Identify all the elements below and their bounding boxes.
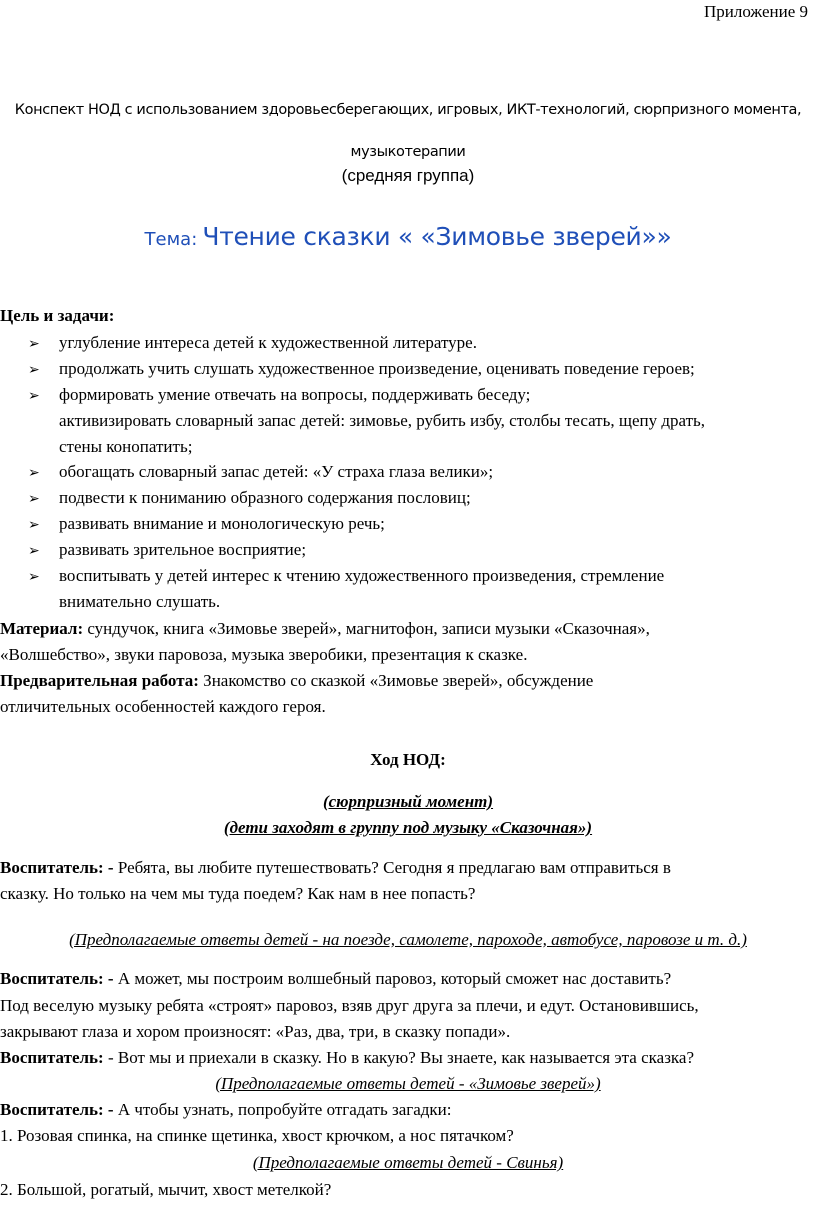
riddle: 1. Розовая спинка, на спинке щетинка, хвост крючком, а нос пятачком?	[0, 1126, 514, 1145]
goal-item-continuation: внимательно слушать.	[59, 592, 221, 611]
appendix-label: Приложение 9	[704, 2, 808, 21]
group-label: (средняя группа)	[341, 166, 475, 185]
bullet-arrow-icon: ➢	[28, 466, 40, 481]
course-heading: Ход НОД:	[370, 750, 446, 769]
theme-label: Тема:	[144, 229, 198, 250]
teacher-speech: А чтобы узнать, попробуйте отгадать загадки:	[113, 1100, 452, 1119]
teacher-speech: Ребята, вы любите путешествовать? Сегодня я предлагаю вам отправиться в	[113, 858, 671, 877]
teacher-speech: А может, мы построим волшебный паровоз, который сможет нас доставить?	[113, 969, 672, 988]
konspekt-title-line2: музыкотерапии	[350, 144, 466, 160]
material-label: Материал:	[0, 619, 84, 638]
bullet-arrow-icon: ➢	[28, 389, 40, 404]
teacher-label: Воспитатель: -	[0, 1100, 114, 1119]
theme-heading	[0, 222, 816, 251]
goal-item: продолжать учить слушать художественное произведение, оценивать поведение героев;	[59, 359, 695, 378]
prelim-text-line2: отличительных особенностей каждого героя.	[0, 697, 326, 716]
teacher-speech: - Вот мы и приехали в сказку. Но в какую? Вы знаете, как называется эта сказка?	[103, 1048, 695, 1067]
goal-item: развивать зрительное восприятие;	[59, 540, 307, 559]
goal-item: развивать внимание и монологическую речь;	[59, 514, 385, 533]
material-paragraph	[0, 619, 650, 639]
teacher-line	[0, 1100, 452, 1120]
bullet-arrow-icon: ➢	[28, 544, 40, 559]
theme-title: Чтение сказки « «Зимовье зверей»»	[202, 222, 672, 251]
material-text: сундучок, книга «Зимовье зверей», магнитофон, записи музыки «Сказочная»,	[83, 619, 650, 638]
goal-item: формировать умение отвечать на вопросы, поддерживать беседу;	[59, 385, 531, 404]
teacher-label: Воспитатель: -	[0, 969, 114, 988]
prelim-text: Знакомство со сказкой «Зимовье зверей», обсуждение	[198, 671, 594, 690]
teacher-label: Воспитатель: -	[0, 858, 114, 877]
konspekt-title-line1: Конспект НОД с использованием здоровьесберегающих, игровых, ИКТ-технологий, сюрпризного момента,	[14, 102, 802, 118]
goal-item-continuation: активизировать словарный запас детей: зимовье, рубить избу, столбы тесать, щепу драть,	[59, 411, 706, 430]
material-text-line2: «Волшебство», звуки паровоза, музыка зверобики, презентация к сказке.	[0, 645, 528, 664]
expected-answer: (Предполагаемые ответы детей - на поезде, самолете, пароходе, автобусе, паровозе и т. д.)	[69, 930, 747, 949]
narration-line: закрывают глаза и хором произносят: «Раз, два, три, в сказку попади».	[0, 1022, 511, 1041]
bullet-arrow-icon: ➢	[28, 363, 40, 378]
expected-answer: (Предполагаемые ответы детей - «Зимовье зверей»)	[215, 1074, 601, 1093]
surprise-note: (сюрпризный момент)	[322, 792, 494, 811]
goal-item: подвести к пониманию образного содержания пословиц;	[59, 488, 471, 507]
bullet-arrow-icon: ➢	[28, 492, 40, 507]
bullet-arrow-icon: ➢	[28, 570, 40, 585]
goal-item: углубление интереса детей к художественной литературе.	[59, 333, 477, 352]
expected-answer: (Предполагаемые ответы детей - Свинья)	[252, 1153, 564, 1172]
bullet-arrow-icon: ➢	[28, 518, 40, 533]
bullet-arrow-icon: ➢	[28, 337, 40, 352]
prelim-paragraph	[0, 671, 593, 691]
riddle: 2. Большой, рогатый, мычит, хвост метелкой?	[0, 1180, 332, 1199]
goal-item: обогащать словарный запас детей: «У страха глаза велики»;	[59, 462, 494, 481]
teacher-line	[0, 969, 671, 989]
goals-heading: Цель и задачи:	[0, 306, 115, 325]
prelim-label: Предварительная работа:	[0, 671, 199, 690]
goal-item-continuation: стены конопатить;	[59, 437, 193, 456]
narration-line: Под веселую музыку ребята «строят» паровоз, взяв друг друга за плечи, и едут. Остановившись,	[0, 996, 699, 1015]
teacher-label: Воспитатель:	[0, 1048, 104, 1067]
goal-item: воспитывать у детей интерес к чтению художественного произведения, стремление	[59, 566, 665, 585]
entry-note: (дети заходят в группу под музыку «Сказочная»)	[223, 818, 593, 837]
teacher-speech-line: сказку. Но только на чем мы туда поедем? Как нам в нее попасть?	[0, 884, 476, 903]
teacher-line	[0, 1048, 694, 1068]
teacher-line	[0, 858, 671, 878]
